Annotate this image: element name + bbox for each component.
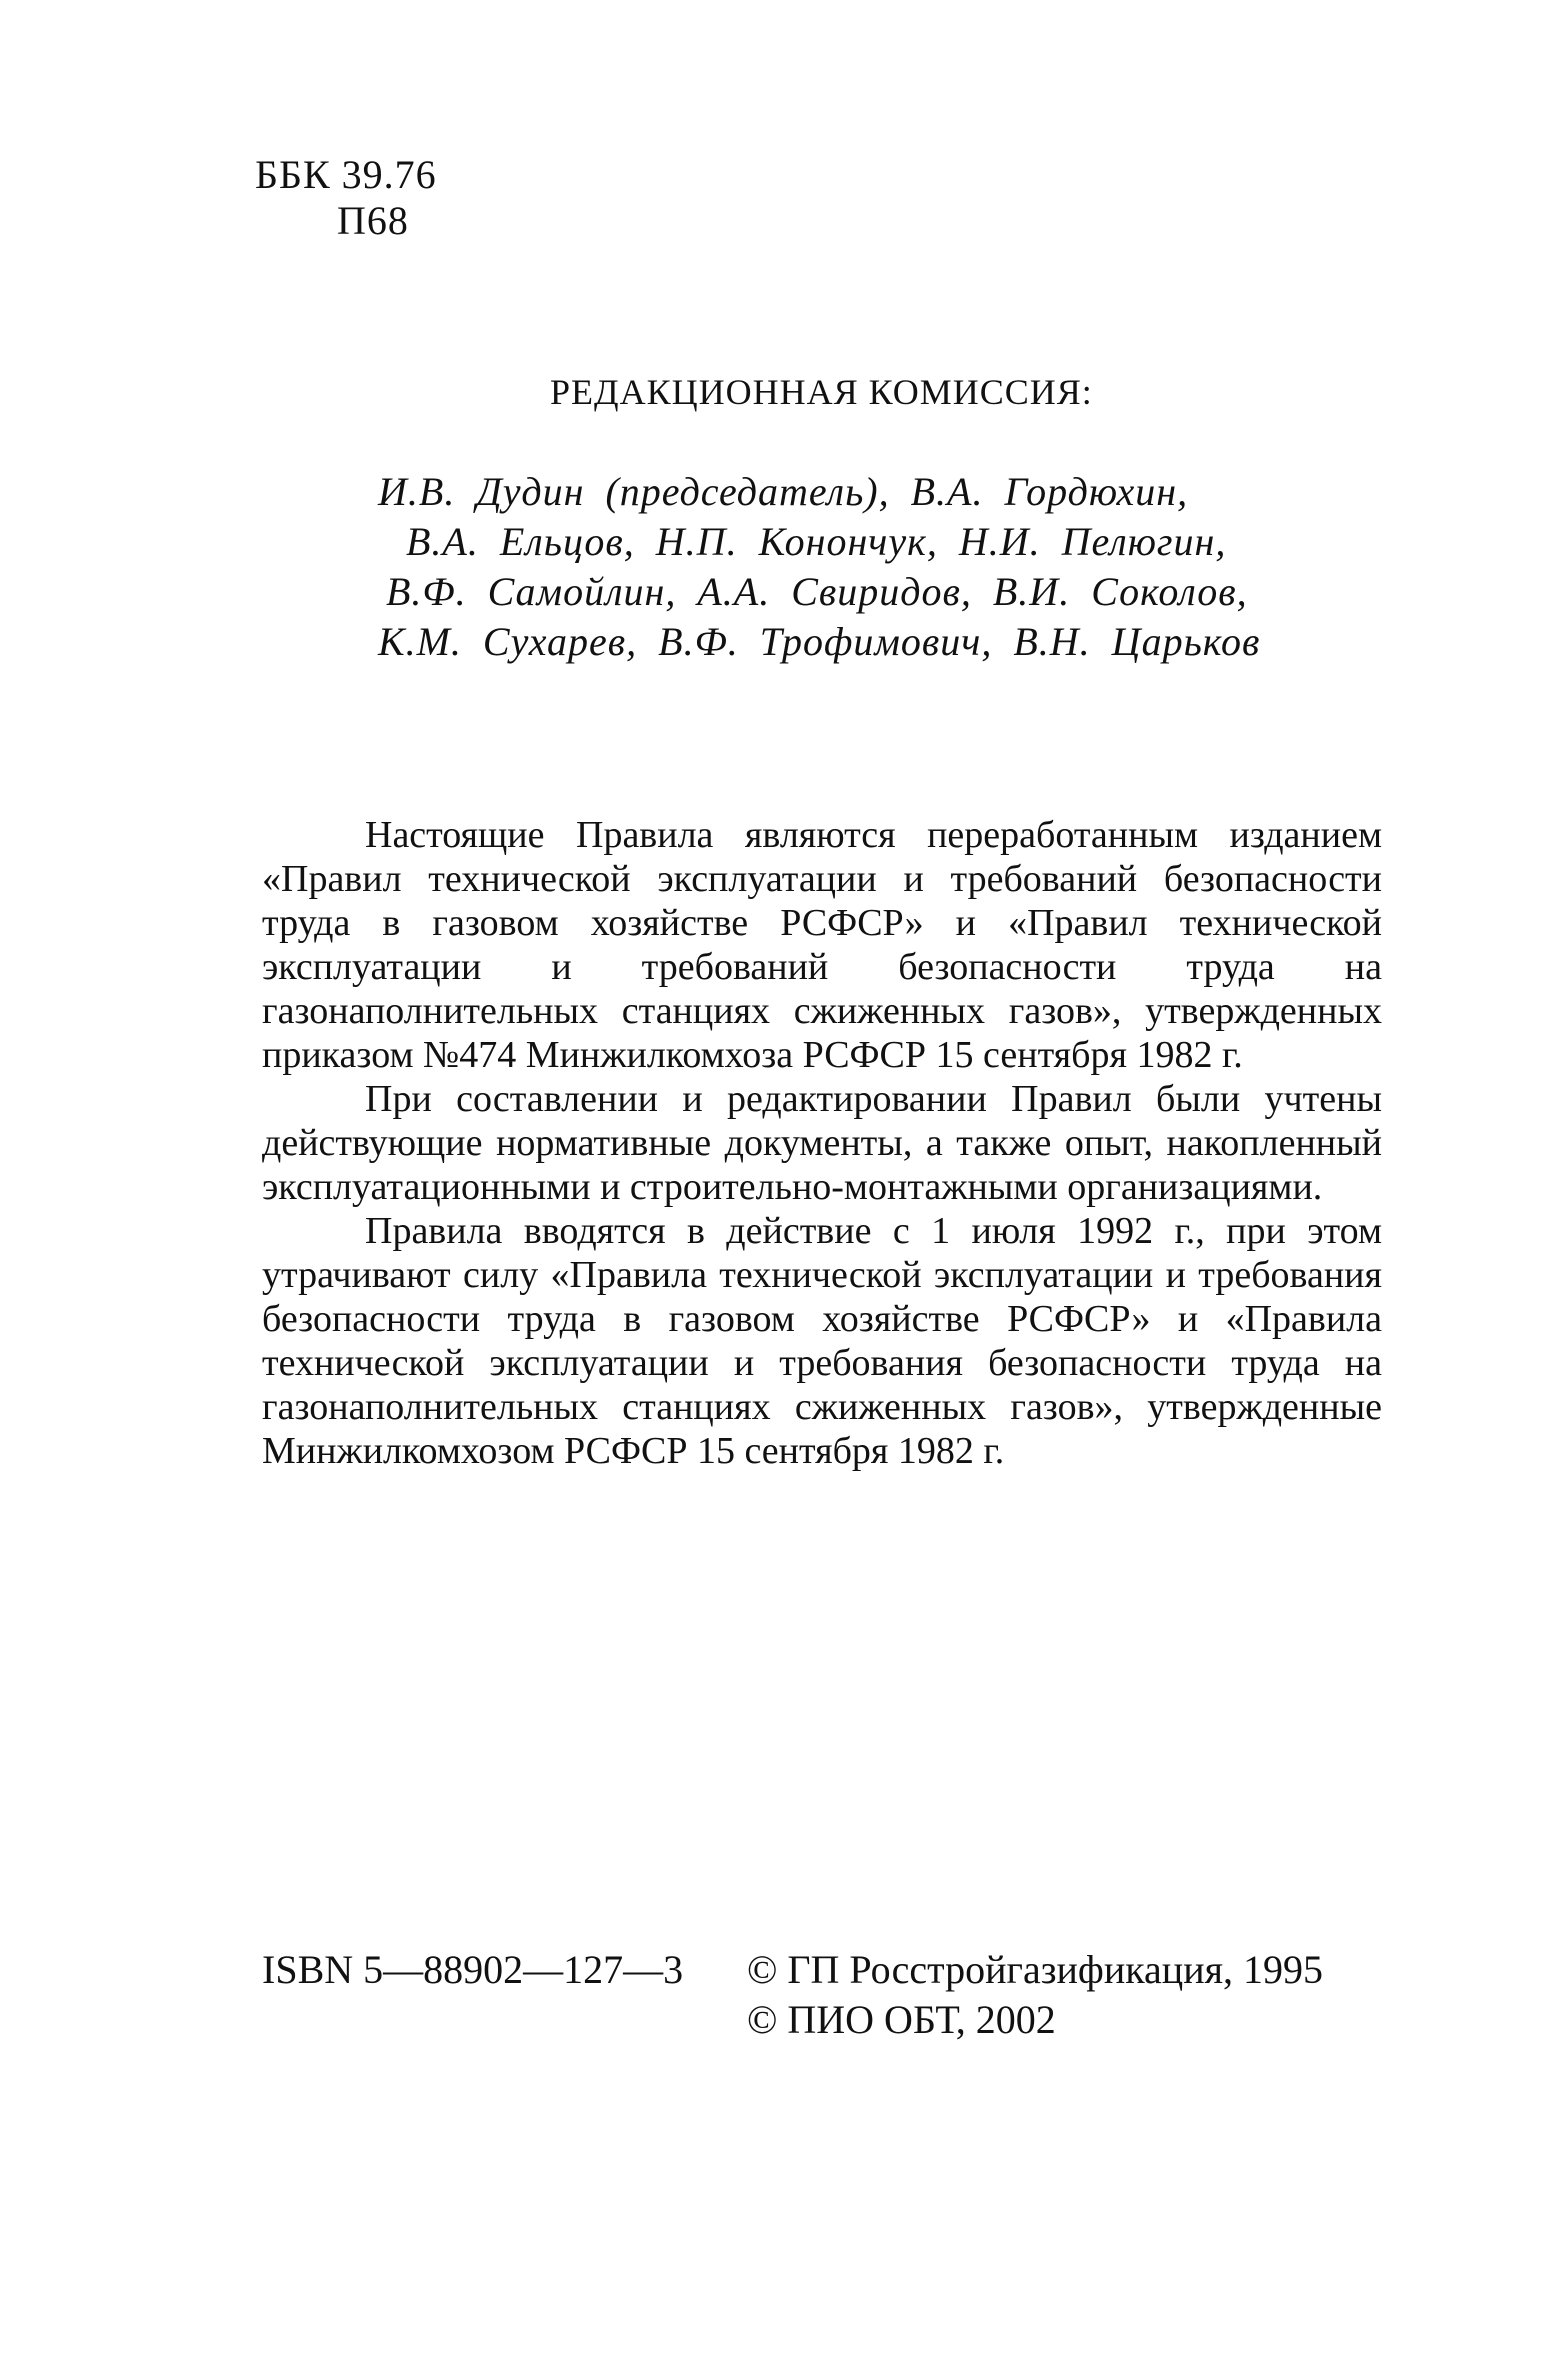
copyright-line: © ПИО ОБТ, 2002 <box>747 1997 1056 2042</box>
copyright-notices <box>747 1945 1323 2045</box>
isbn: ISBN 5—88902—127—3 <box>262 1947 684 1992</box>
bbk-classification <box>255 152 437 244</box>
bbk-author-mark: П68 <box>337 198 409 243</box>
copyright-line: © ГП Росстройгазификация, 1995 <box>747 1947 1324 1992</box>
commission-members-line: В.Ф. Самойлин, А.А. Свиридов, В.И. Соколов, <box>386 569 1248 614</box>
commission-members-line: И.В. Дудин (председатель), В.А. Гордюхин, <box>378 469 1189 514</box>
commission-members <box>378 467 1278 667</box>
commission-title: РЕДАКЦИОННАЯ КОМИССИЯ: <box>550 372 1093 412</box>
commission-members-line: К.М. Сухарев, В.Ф. Трофимович, В.Н. Царьков <box>378 619 1261 664</box>
commission-members-line: В.А. Ельцов, Н.П. Конончук, Н.И. Пелюгин, <box>406 519 1227 564</box>
annotation-paragraph: Настоящие Правила являются переработанным изданием «Правил технической эксплуатации и требований безопасности труда в газовом хозяйстве РСФСР» и «Правил технической эксплуатации и требований безопасности труда на газонаполнительных станциях сжиженных газов», утвержденных приказом №474 Минжилкомхоза РСФСР 15 сентября 1982 г. <box>262 814 1382 1076</box>
bbk-code: ББК 39.76 <box>255 152 437 197</box>
annotation-paragraph: При составлении и редактировании Правил были учтены действующие нормативные документы, а также опыт, накопленный эксплуатационными и строительно-монтажными организациями. <box>262 1078 1382 1208</box>
annotation-text <box>262 813 1382 1473</box>
annotation-paragraph: Правила вводятся в действие с 1 июля 1992 г., при этом утрачивают силу «Правила технической эксплуатации и требования безопасности труда в газовом хозяйстве РСФСР» и «Правила технической эксплуатации и требования безопасности труда на газонаполнительных станциях сжиженных газов», утвержденные Минжилкомхозом РСФСР 15 сентября 1982 г. <box>262 1210 1382 1472</box>
